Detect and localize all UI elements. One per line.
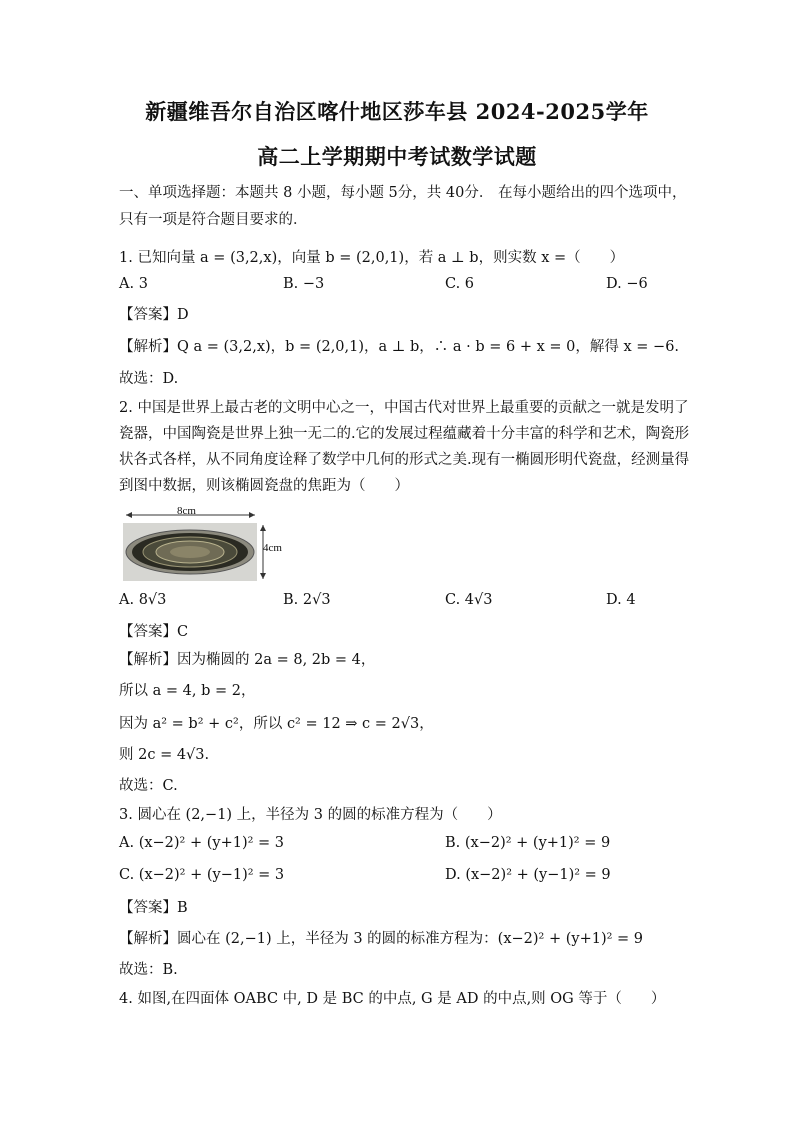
q2-analysis-line4: 则 2c = 4√3. [119, 747, 210, 763]
q3-option-a: A. (x−2)² + (y+1)² = 3 [119, 835, 285, 851]
q2-conclusion: 故选：C. [119, 778, 178, 794]
q1-stem: 1. 已知向量 a = (3,2,x)，向量 b = (2,0,1)，若 a ⊥ b，则实数 x =（ ） [119, 250, 625, 266]
q2-analysis-line3: 因为 a² = b² + c²，所以 c² = 12 ⇒ c = 2√3， [119, 716, 434, 732]
q1-option-d: D. −6 [606, 276, 648, 292]
q2-option-d: D. 4 [606, 592, 636, 608]
plate-height-label: 4cm [263, 542, 282, 554]
q1-answer: 【答案】D [119, 307, 189, 323]
q1-option-c: C. 6 [445, 276, 475, 292]
q4-stem: 4. 如图,在四面体 OABC 中, D 是 BC 的中点, G 是 AD 的中点,则 OG 等于（ ） [119, 991, 666, 1007]
doc-title-line1: 新疆维吾尔自治区喀什地区莎车县 2024-2025学年 [145, 99, 649, 124]
q2-answer: 【答案】C [119, 624, 189, 640]
q3-answer: 【答案】B [119, 900, 188, 916]
q2-analysis-line1: 【解析】因为椭圆的 2a = 8, 2b = 4， [119, 652, 376, 668]
q2-stem-line3: 状各式各样，从不同角度诠释了数学中几何的形式之美.现有一椭圆形明代瓷盘，经测量得 [119, 452, 690, 468]
q3-option-d: D. (x−2)² + (y−1)² = 9 [445, 867, 611, 883]
q2-stem-line4: 到图中数据，则该椭圆瓷盘的焦距为（ ） [119, 478, 409, 494]
q1-analysis: 【解析】Q a = (3,2,x)，b = (2,0,1)，a ⊥ b，∴ a · b = 6 + x = 0，解得 x = −6. [119, 339, 680, 355]
plate-figure [123, 507, 293, 577]
q2-analysis-line2: 所以 a = 4, b = 2， [119, 683, 256, 699]
q3-stem: 3. 圆心在 (2,−1) 上，半径为 3 的圆的标准方程为（ ） [119, 807, 502, 823]
plate-width-label: 8cm [177, 505, 196, 517]
section-intro-line2: 只有一项是符合题目要求的． [119, 212, 308, 228]
q3-conclusion: 故选：B. [119, 962, 178, 978]
q1-option-a: A. 3 [119, 276, 148, 292]
q2-stem-line1: 2. 中国是世界上最古老的文明中心之一，中国古代对世界上最重要的贡献之一就是发明了 [119, 400, 689, 416]
q1-option-b: B. −3 [283, 276, 325, 292]
section-intro-line1: 一、单项选择题：本题共 8 小题，每小题 5分，共 40分． 在每小题给出的四个选项中， [119, 185, 687, 201]
q2-option-c: C. 4√3 [445, 592, 493, 608]
doc-title-line2: 高二上学期期中考试数学试题 [257, 144, 537, 169]
q2-option-b: B. 2√3 [283, 592, 331, 608]
q2-option-a: A. 8√3 [119, 592, 167, 608]
q3-analysis: 【解析】圆心在 (2,−1) 上，半径为 3 的圆的标准方程为：(x−2)² + (y+1)² = 9 [119, 931, 644, 947]
q1-conclusion: 故选：D. [119, 371, 179, 387]
q3-option-b: B. (x−2)² + (y+1)² = 9 [445, 835, 611, 851]
q2-stem-line2: 瓷器，中国陶瓷是世界上独一无二的.它的发展过程蕴藏着十分丰富的科学和艺术，陶瓷形 [119, 426, 690, 442]
q3-option-c: C. (x−2)² + (y−1)² = 3 [119, 867, 285, 883]
